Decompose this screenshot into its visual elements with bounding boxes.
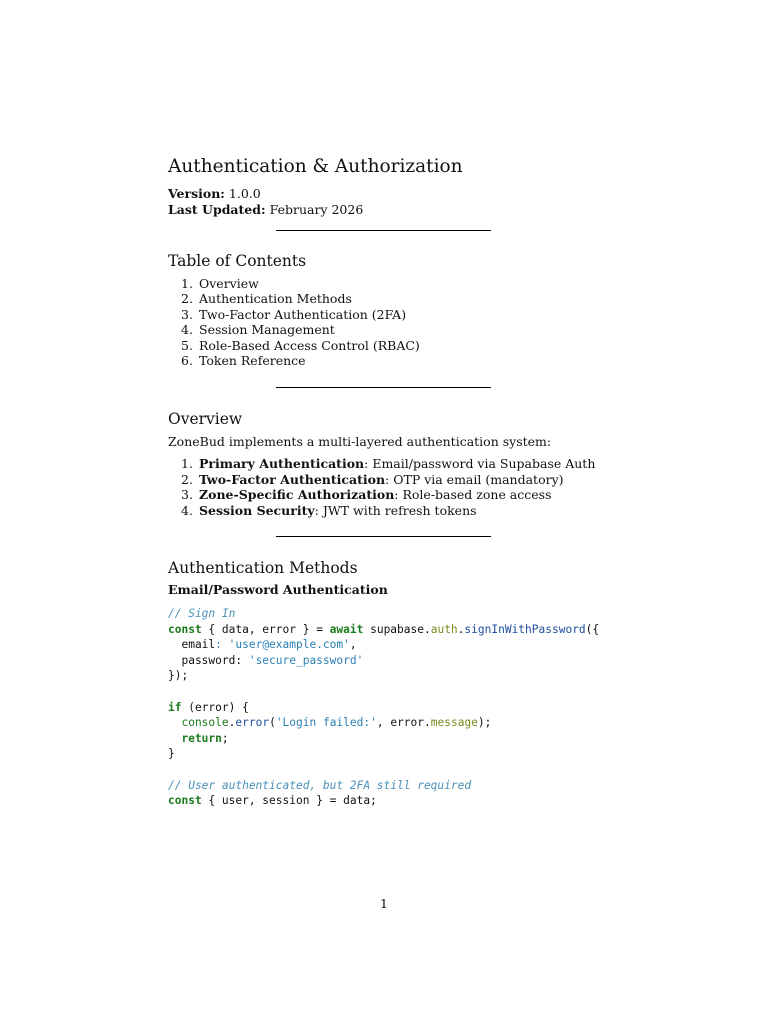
page-number: 1 xyxy=(380,896,388,911)
overview-intro: ZoneBud implements a multi-layered authentication system: xyxy=(168,434,552,450)
overview-item-term: Session Security xyxy=(199,502,315,518)
auth-methods-heading: Authentication Methods xyxy=(168,559,358,578)
last-updated-label: Last Updated: xyxy=(168,202,266,217)
toc-item-label: Overview xyxy=(199,276,259,291)
code-string: 'secure_password' xyxy=(248,653,364,667)
toc-list xyxy=(168,276,608,368)
toc-item-label: Session Management xyxy=(199,322,335,338)
code-function: error xyxy=(235,716,270,730)
code-text: ( xyxy=(269,716,276,730)
toc-item-label: Role-Based Access Control (RBAC) xyxy=(199,337,420,353)
toc-item[interactable] xyxy=(168,353,608,368)
toc-item[interactable] xyxy=(168,276,608,291)
code-text: ); xyxy=(477,716,492,730)
code-property: auth xyxy=(430,622,458,636)
code-string: 'user@example.com' xyxy=(228,638,350,652)
overview-item-number: 3. xyxy=(181,487,193,503)
code-line xyxy=(168,637,608,653)
toc-item-number: 2. xyxy=(181,291,193,307)
code-builtin: console xyxy=(168,716,229,730)
code-line xyxy=(168,731,608,747)
toc-item[interactable] xyxy=(168,291,608,306)
toc-item-number: 4. xyxy=(181,322,193,338)
document-title: Authentication & Authorization xyxy=(168,156,463,177)
version-value: 1.0.0 xyxy=(224,186,261,201)
code-keyword: await xyxy=(329,622,364,636)
overview-item-desc: : OTP via email (mandatory) xyxy=(385,471,564,487)
code-text: . xyxy=(228,716,236,730)
overview-item-term: Two-Factor Authentication xyxy=(199,471,386,487)
code-line-blank xyxy=(168,762,608,778)
overview-item-term: Primary Authentication xyxy=(199,456,365,472)
code-keyword: const xyxy=(168,794,202,808)
toc-item-number: 1. xyxy=(181,276,193,291)
overview-item xyxy=(168,487,608,502)
code-property: message xyxy=(430,716,478,730)
toc-item[interactable] xyxy=(168,338,608,353)
version-label: Version: xyxy=(168,186,225,201)
overview-item xyxy=(168,503,608,518)
code-line xyxy=(168,653,608,669)
email-password-subheading: Email/Password Authentication xyxy=(168,582,388,598)
code-keyword: if xyxy=(168,700,182,714)
overview-item xyxy=(168,472,608,487)
overview-item xyxy=(168,456,608,471)
overview-item-desc: : Role-based zone access xyxy=(394,487,552,503)
toc-item[interactable] xyxy=(168,307,608,322)
overview-item-term: Zone-Specific Authorization xyxy=(199,487,395,503)
code-text: }); xyxy=(168,669,189,683)
toc-heading: Table of Contents xyxy=(168,252,307,270)
code-line xyxy=(168,793,608,809)
toc-item-label: Authentication Methods xyxy=(199,291,352,307)
code-text: : xyxy=(215,638,229,652)
code-text: , error. xyxy=(376,716,431,730)
code-line xyxy=(168,622,608,638)
overview-heading: Overview xyxy=(168,410,243,429)
code-text: . xyxy=(457,622,465,636)
code-line xyxy=(168,700,608,716)
code-comment: // User authenticated, but 2FA still required xyxy=(168,778,472,792)
overview-item-number: 1. xyxy=(181,456,193,472)
overview-item-desc: : Email/password via Supabase Auth xyxy=(364,456,596,472)
code-text: } xyxy=(168,747,175,761)
document-content xyxy=(168,152,608,809)
version-line xyxy=(168,186,608,202)
code-line xyxy=(168,606,608,622)
code-line-blank xyxy=(168,684,608,700)
toc-item-number: 3. xyxy=(181,306,193,322)
toc-item-label: Two-Factor Authentication (2FA) xyxy=(199,306,407,322)
code-text: email xyxy=(168,638,216,652)
code-text: { data, error } = xyxy=(201,622,330,636)
code-function: signInWithPassword xyxy=(464,622,586,636)
toc-item-number: 5. xyxy=(181,337,193,353)
overview-list xyxy=(168,456,608,518)
code-keyword: return xyxy=(168,731,222,745)
code-line xyxy=(168,778,608,794)
code-text: supabase. xyxy=(363,622,431,636)
last-updated-line xyxy=(168,202,608,218)
code-line xyxy=(168,746,608,762)
code-comment: // Sign In xyxy=(168,607,236,621)
toc-item-label: Token Reference xyxy=(199,353,306,369)
code-line xyxy=(168,715,608,731)
last-updated-value: February 2026 xyxy=(265,202,364,217)
code-line xyxy=(168,668,608,684)
toc-item-number: 6. xyxy=(181,353,193,369)
code-text: ({ xyxy=(585,622,600,636)
code-text: , xyxy=(349,638,357,652)
overview-item-number: 4. xyxy=(181,502,193,518)
code-text: ; xyxy=(221,731,229,745)
overview-item-number: 2. xyxy=(181,471,193,487)
code-text: password: xyxy=(168,653,249,667)
code-string: 'Login failed:' xyxy=(275,716,377,730)
code-text: (error) { xyxy=(181,700,249,714)
code-keyword: const xyxy=(168,622,202,636)
code-text: { user, session } = data; xyxy=(201,794,377,808)
code-block xyxy=(168,606,608,809)
overview-item-desc: : JWT with refresh tokens xyxy=(314,502,477,518)
toc-item[interactable] xyxy=(168,322,608,337)
